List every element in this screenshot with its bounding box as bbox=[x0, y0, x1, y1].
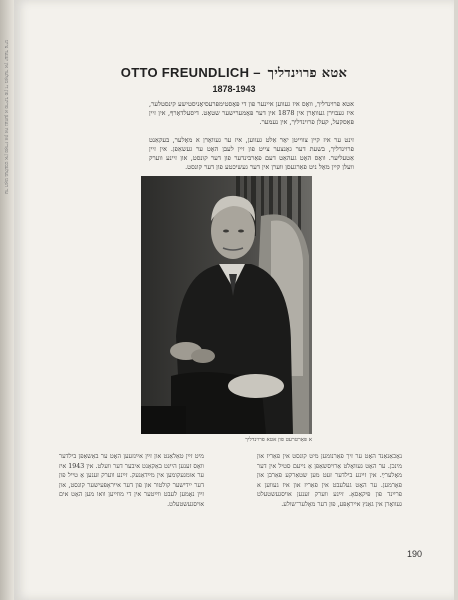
title-latin: OTTO FREUNDLICH bbox=[120, 65, 250, 80]
page-title bbox=[14, 65, 454, 81]
text-column-left: מיט זײַן טאַלאַנט און זײַן אײַנזעען האָט ער באַשאַפן בילדער וואָס זענען היינט באַקאַנט איבער דער וועלט. אין 1943 איז ער אומגעקומען אין מײַדאַנעק. זײַנע ווערק זענען אַ טייל פון דער ייִדישער קולטור און פון דער אייראָפּעישער קונסט, און זײַן נאָמען לעבט ווײַטער אין די מוזייען וואו מען האָט אים אויסגעשטעלט. bbox=[59, 453, 204, 508]
title-hebrew: אטא פרוינדליך bbox=[267, 66, 348, 81]
life-dates: 1878-1943 bbox=[212, 84, 256, 94]
title-separator: – bbox=[253, 65, 261, 80]
intro-paragraph: אטא פרוינדליך, וואָס איז געווען איינער פון די פּאָסטימפּרעסיאָניסטישע קינסטלער, איז געבוירן געוואָרן אין 1878 אין דער פּאָמערישער שטאָט. דיסעלדאָרף, אין זיין פּאַסקעל, קעלן פרוינדליך, אין נעמער. bbox=[149, 100, 354, 126]
book-spine bbox=[0, 0, 14, 600]
second-paragraph: זינט ער איז קיין צווייטן יאָר אַלט געווען, איז ער געוואָרן א מאָלער, בעקאַנט פרוינדליך, בשעת דער גאָנצער צייט פון זיין לעבן האָט ער געשאַפן. אין זיין אַטעליער. וואָס האָט געהאַט דעם פאַרבינדער פון דער קונסט, און זיינע ווערק וועלן קיין מאָל ניט פאַרגעסן ווערן אין דער געשיכטע פון דער קונסט. bbox=[149, 136, 354, 171]
portrait-illustration bbox=[141, 176, 312, 434]
portrait-photo bbox=[141, 176, 312, 434]
photo-caption: א פּאָרטרעט פון אטא פרוינדליך bbox=[245, 437, 312, 443]
page-number: 190 bbox=[407, 549, 423, 559]
text-column-right: נאָכאַנאַנד האָט ער זיך פאַרנומען מיט קונסט אין פאַריז און מינכן. ער האָט געוואָלט אַרויסשאַפן אַ נייעם סטיל אין דער מאָלערײַ. אין זײַנע בילדער זעט מען שטאַרקע פאַרבן און פאָרמען. ער האָט געלעבט אין פאַריז און איז געווען א פרײַנד פון פּיקאַסאָ. זײַנע ווערק זענען אויסגעשטעלט געוואָרן אין גאַנץ אייראָפּע, פון דער מאָלער־שולע. bbox=[257, 453, 402, 508]
spine-text: ער האָט געלעבט אין פאַריז און איז געווען א פרײַנד פון די מאָלער אין יענער צייט bbox=[3, 40, 9, 194]
book-page bbox=[14, 0, 454, 600]
